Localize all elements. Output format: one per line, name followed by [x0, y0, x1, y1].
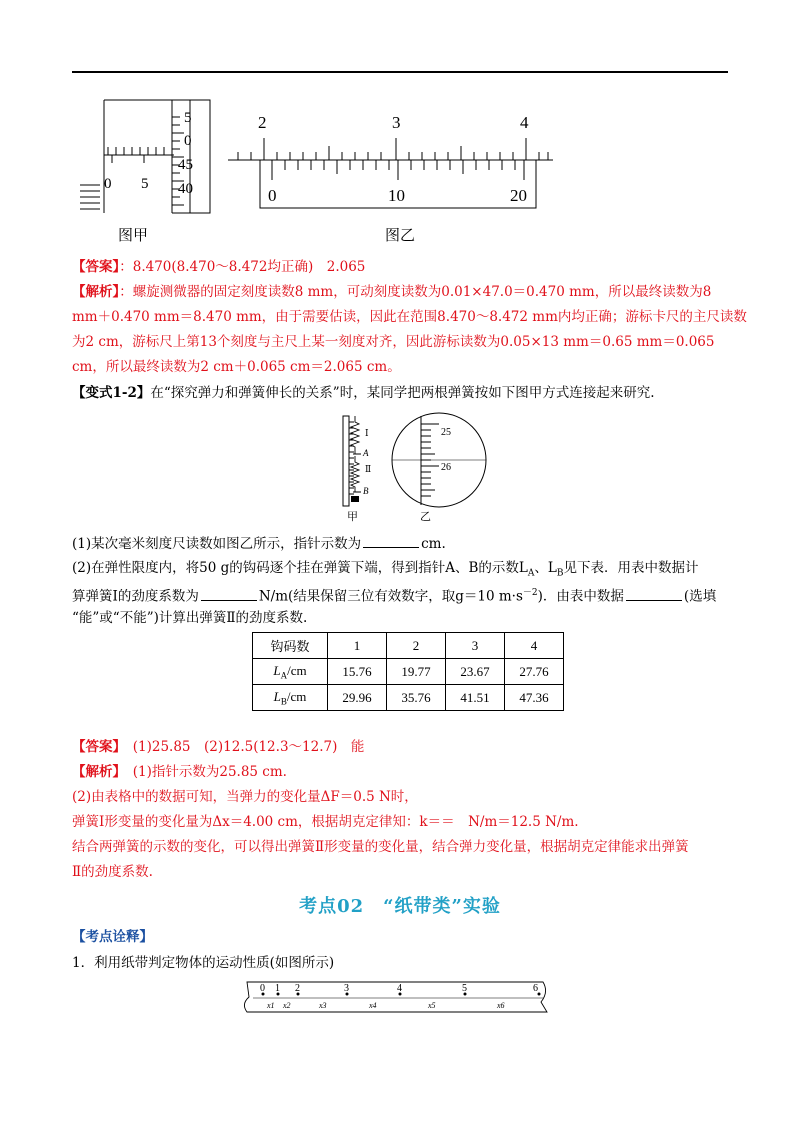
caliper-main-label: 2 [258, 113, 267, 132]
answer-tag: 【答案】 [72, 259, 120, 275]
thimble-label: 45 [178, 157, 193, 173]
variant-heading: 【变式1-2】在“探究弹力和弹簧伸长的关系”时，某同学把两根弹簧按如下图甲方式连接起来研究. [72, 385, 655, 401]
analysis-1-line-1: 【解析】：螺旋测微器的固定刻度读数8 mm，可动刻度读数为0.01×47.0＝0.470 mm，所以最终读数为8 [72, 284, 712, 300]
thimble-label: 5 [184, 110, 192, 126]
answer-tag: 【答案】 [72, 739, 120, 755]
answer-1 [72, 258, 365, 276]
tape-point-label: 5 [462, 983, 467, 994]
pointer-label: A [363, 448, 369, 458]
tape-point-label: 0 [260, 983, 265, 994]
analysis-1-line-2: mm＋0.470 mm＝8.470 mm，由于需要估读，因此在范围8.470～8.472 mm内均正确；游标卡尺的主尺读数 [72, 309, 747, 325]
tape-point-label: 3 [344, 983, 349, 994]
analysis-tag: 【解析】 [72, 284, 120, 300]
vernier-label: 20 [510, 186, 527, 205]
table-row: $L_B/cm$ 29.96 35.76 41.51 47.36 [253, 685, 564, 711]
tape-segment-label: x6 [497, 1001, 505, 1010]
answer-blank [363, 533, 419, 548]
table-row: $L_A/cm$ 15.76 19.77 23.67 27.76 [253, 659, 564, 685]
tape-segment-label: x4 [369, 1001, 377, 1010]
scale-label: 25 [441, 427, 451, 438]
figure-caption-right: 图乙 [385, 226, 416, 244]
explain-item-1: 1．利用纸带判定物体的运动性质(如图所示) [72, 955, 335, 971]
tape-point-label: 6 [533, 983, 538, 994]
thimble-label: 40 [178, 181, 193, 197]
tape-segment-label: x2 [283, 1001, 291, 1010]
pointer-label: B [363, 486, 369, 496]
answer-text: (1)25.85 (2)12.5(12.3～12.7) 能 [119, 739, 365, 755]
header-rule [72, 71, 728, 73]
micrometer-figure [72, 95, 222, 220]
data-table [252, 632, 564, 711]
answer-2 [72, 738, 364, 756]
answer-blank [201, 586, 257, 601]
figure-caption-right: 乙 [420, 510, 431, 523]
main-scale-ticks [238, 138, 548, 160]
tape-point-label: 1 [275, 983, 280, 994]
explain-tag: 【考点诠释】 [72, 929, 153, 945]
answer-text: ：8.470(8.470～8.472均正确) 2.065 [119, 259, 366, 275]
caliper-figure [228, 108, 558, 213]
analysis-2-line-5: Ⅱ的劲度系数. [72, 864, 153, 880]
analysis-1-line-4: cm，所以最终读数为2 cm＋0.065 cm＝2.065 cm。 [72, 359, 401, 375]
analysis-tag: 【解析】 [72, 764, 120, 780]
tape-point-label: 4 [397, 983, 402, 994]
sleeve-label: 5 [141, 176, 149, 192]
variant-tag: 【变式1-2】 [72, 385, 151, 401]
caliper-main-label: 4 [520, 113, 529, 132]
analysis-2-line-2: (2)由表格中的数据可知，当弹力的变化量ΔF＝0.5 N时， [72, 789, 418, 805]
scale-label: 26 [441, 462, 451, 473]
figure-caption-left: 图甲 [118, 226, 149, 244]
tape-segment-label: x5 [428, 1001, 436, 1010]
question-2-line-3: “能”或“不能”)计算出弹簧Ⅱ的劲度系数. [72, 610, 308, 626]
vernier-label: 10 [388, 186, 405, 205]
answer-blank [626, 586, 682, 601]
analysis-2-line-3: 弹簧Ⅰ形变量的变化量为Δx＝4.00 cm，根据胡克定律知：k＝＝ N/m＝12.5 N/m. [72, 814, 579, 830]
tape-segment-label: x1 [267, 1001, 275, 1010]
caliper-main-label: 3 [392, 113, 401, 132]
paper-tape-figure [243, 980, 553, 1020]
question-2-line-2: 算弹簧Ⅰ的劲度系数为 N/m(结果保留三位有效数字，取g＝10 $m\cdot s^{-2}$)．由表中数据 (选填 [72, 584, 716, 606]
figure-caption-left: 甲 [347, 510, 358, 523]
table-header-row: 钩码数 1 2 3 4 [253, 633, 564, 659]
vernier-scale-ticks [272, 160, 524, 180]
thimble-label: 0 [184, 133, 192, 149]
question-1: (1)某次毫米刻度尺读数如图乙所示，指针示数为 cm. [72, 533, 446, 553]
tape-point-label: 2 [295, 983, 300, 994]
section-title: 考点02 “纸带类”实验 [299, 896, 501, 917]
spring-figure [335, 410, 495, 525]
analysis-1-line-3: 为2 cm，游标尺上第13个刻度与主尺上某一刻度对齐，因此游标读数为0.05×13 mm＝0.65 mm＝0.065 [72, 334, 715, 350]
tape-segment-label: x3 [319, 1001, 327, 1010]
vernier-label: 0 [268, 186, 277, 205]
analysis-2-line-1: 【解析】 (1)指针示数为25.85 cm. [72, 764, 287, 780]
analysis-2-line-4: 结合两弹簧的示数的变化，可以得出弹簧Ⅱ形变量的变化量，结合弹力变化量，根据胡克定律能求出弹簧 [72, 839, 689, 855]
sleeve-label: 0 [104, 176, 112, 192]
question-2-line-1: (2)在弹性限度内，将50 g的钩码逐个挂在弹簧下端，得到指针A、B的示数$L_A$、$L_B$见下表．用表中数据计 [72, 560, 699, 579]
spring-label: Ⅰ [365, 428, 369, 438]
spring-label: Ⅱ [365, 464, 372, 474]
